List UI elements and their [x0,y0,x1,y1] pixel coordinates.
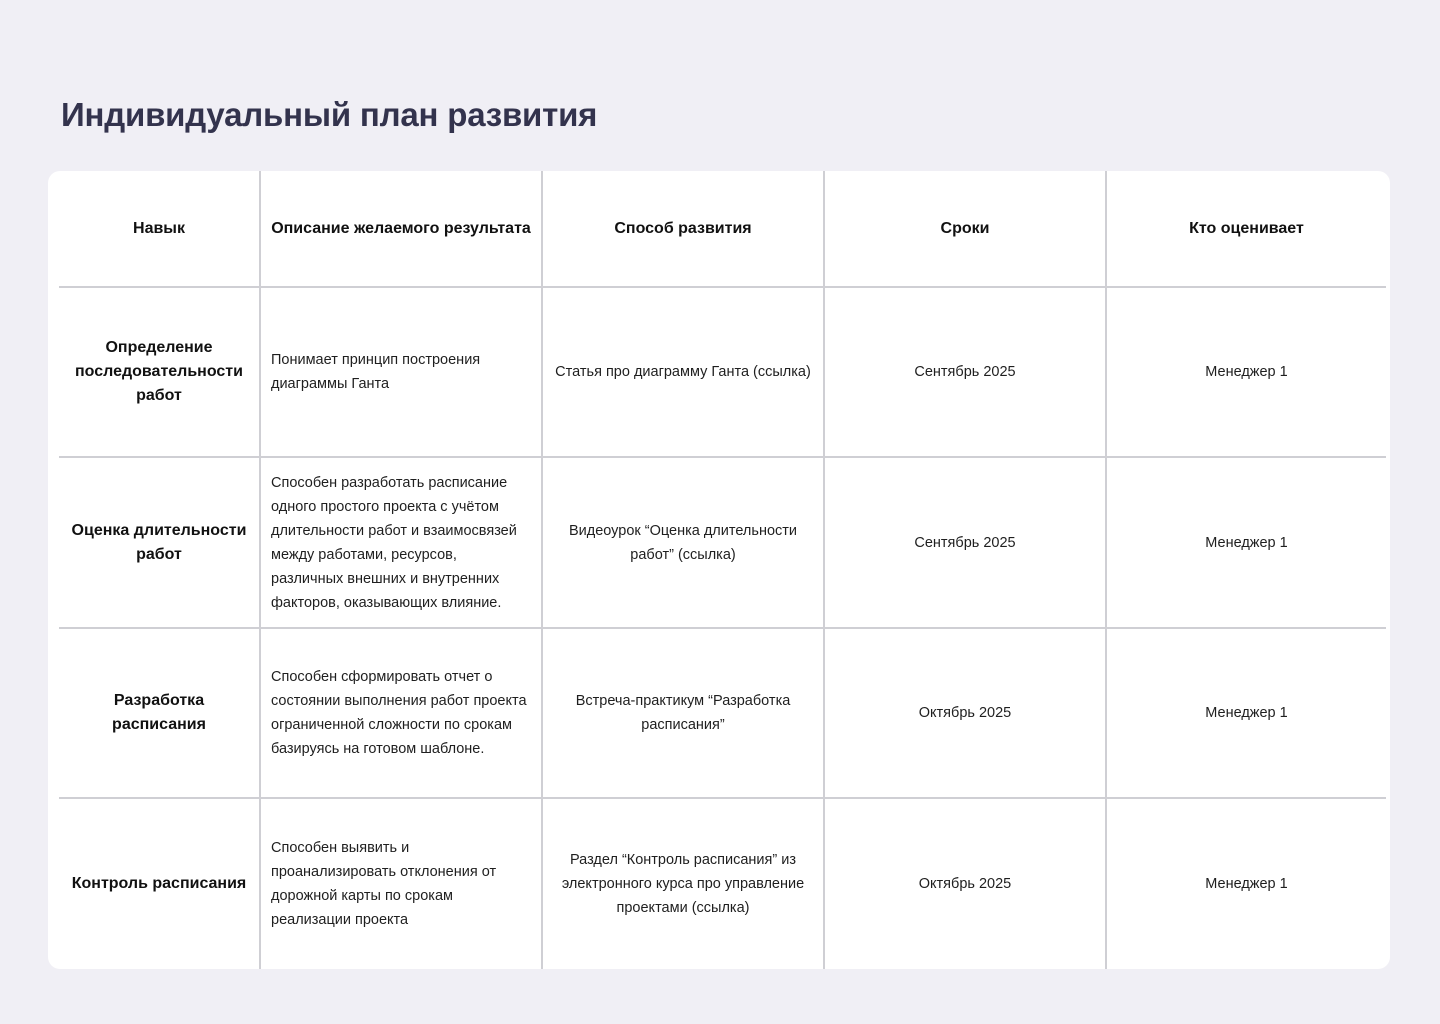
table-row [59,457,1386,628]
development-plan-card [48,171,1390,969]
cell-deadline: Сентябрь 2025 [824,457,1106,628]
cell-deadline: Сентябрь 2025 [824,287,1106,457]
cell-description: Способен разработать расписание одного простого проекта с учётом длительности работ и взаимосвязей между работами, ресурсов, различных внешних и внутренних факторов, оказывающих влияние. [260,457,542,628]
cell-assessor: Менеджер 1 [1106,457,1386,628]
cell-assessor: Менеджер 1 [1106,287,1386,457]
table-row [59,628,1386,798]
table-row [59,798,1386,969]
cell-skill: Разработка расписания [59,628,260,798]
cell-assessor: Менеджер 1 [1205,876,1288,892]
header-description: Описание желаемого результата [260,171,542,287]
cell-skill: Оценка длительности работ [59,457,260,628]
development-plan-table [59,171,1386,969]
cell-description: Понимает принцип построения диаграммы Ганта [260,287,542,457]
cell-deadline: Октябрь 2025 [824,628,1106,798]
header-assessor: Кто оценивает [1106,171,1386,287]
cell-method: Статья про диаграмму Ганта (ссылка) [542,287,824,457]
header-deadline: Сроки [824,171,1106,287]
table-row [59,287,1386,457]
cell-skill: Определение последовательности работ [59,287,260,457]
header-method: Способ развития [542,171,824,287]
cell-description: Способен сформировать отчет о состоянии выполнения работ проекта ограниченной сложности по срокам базируясь на готовом шаблоне. [260,628,542,798]
table-header-row [59,171,1386,287]
page-title: Индивидуальный план развития [61,96,598,133]
cell-deadline: Октябрь 2025 [824,798,1106,969]
cell-method: Встреча-практикум “Разработка расписания” [542,628,824,798]
cell-skill: Контроль расписания [59,798,260,969]
cell-method: Раздел “Контроль расписания” из электронного курса про управление проектами (ссылка) [542,798,824,969]
header-skill: Навык [59,171,260,287]
cell-assessor: Менеджер 1 [1106,628,1386,798]
cell-method: Видеоурок “Оценка длительности работ” (ссылка) [542,457,824,628]
cell-description: Способен выявить и проанализировать отклонения от дорожной карты по срокам реализации проекта [260,798,542,969]
